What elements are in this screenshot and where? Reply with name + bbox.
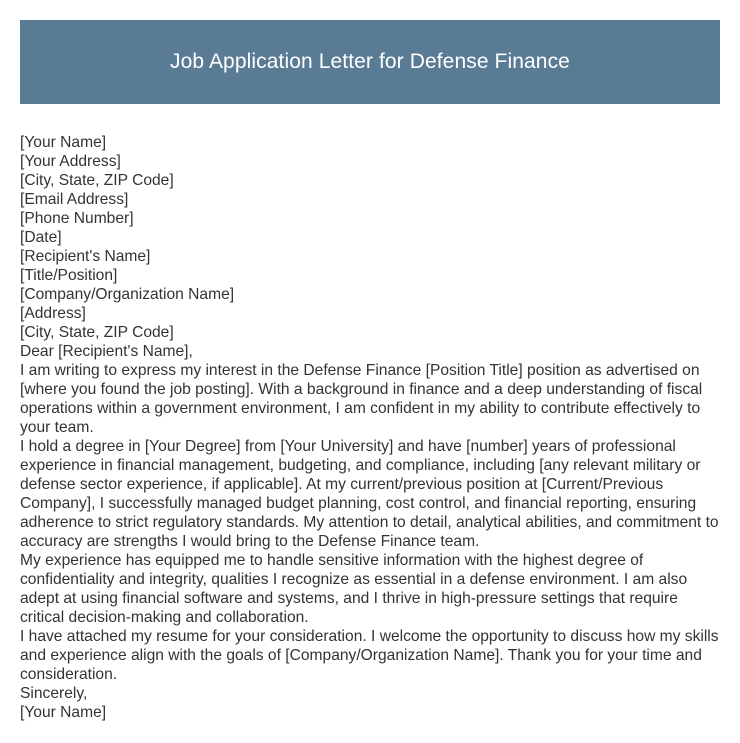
recipient-company: [Company/Organization Name] [20, 286, 235, 303]
body-paragraph: I have attached my resume for your consideration. I welcome the opportunity to discuss how my skills and experience align with the goals of [Company/Organization Name]. Thank you for your time and consideration. [20, 628, 719, 683]
sender-name: [Your Name] [20, 134, 107, 151]
header-banner [20, 20, 720, 104]
recipient-name: [Recipient's Name] [20, 248, 151, 265]
sender-city-state-zip: [City, State, ZIP Code] [20, 172, 174, 189]
page-title: Job Application Letter for Defense Finance [170, 50, 570, 73]
letter-date: [Date] [20, 229, 62, 246]
sender-address: [Your Address] [20, 153, 121, 170]
sender-phone: [Phone Number] [20, 210, 134, 227]
closing: Sincerely, [20, 685, 88, 702]
letter-body [20, 133, 722, 722]
salutation: Dear [Recipient's Name], [20, 343, 193, 360]
signature-name: [Your Name] [20, 704, 107, 721]
recipient-city-state-zip: [City, State, ZIP Code] [20, 324, 174, 341]
recipient-title: [Title/Position] [20, 267, 118, 284]
body-paragraph: I hold a degree in [Your Degree] from [Your University] and have [number] years of professional experience in financial management, budgeting, and compliance, including [any relevant military or defense sector experience, if applicable]. At my current/previous position at [Current/Previous Company], I successfully managed budget planning, cost control, and financial reporting, ensuring adherence to strict regulatory standards. My attention to detail, analytical abilities, and commitment to accuracy are strengths I would bring to the Defense Finance team. [20, 438, 719, 550]
sender-email: [Email Address] [20, 191, 129, 208]
body-paragraph: I am writing to express my interest in the Defense Finance [Position Title] position as advertised on [where you found the job posting]. With a background in finance and a deep understanding of fiscal operations within a government environment, I am confident in my ability to contribute effectively to your team. [20, 362, 703, 436]
body-paragraph: My experience has equipped me to handle sensitive information with the highest degree of confidentiality and integrity, qualities I recognize as essential in a defense environment. I am also adept at using financial software and systems, and I thrive in high-pressure settings that require critical decision-making and collaboration. [20, 552, 688, 626]
recipient-address: [Address] [20, 305, 86, 322]
